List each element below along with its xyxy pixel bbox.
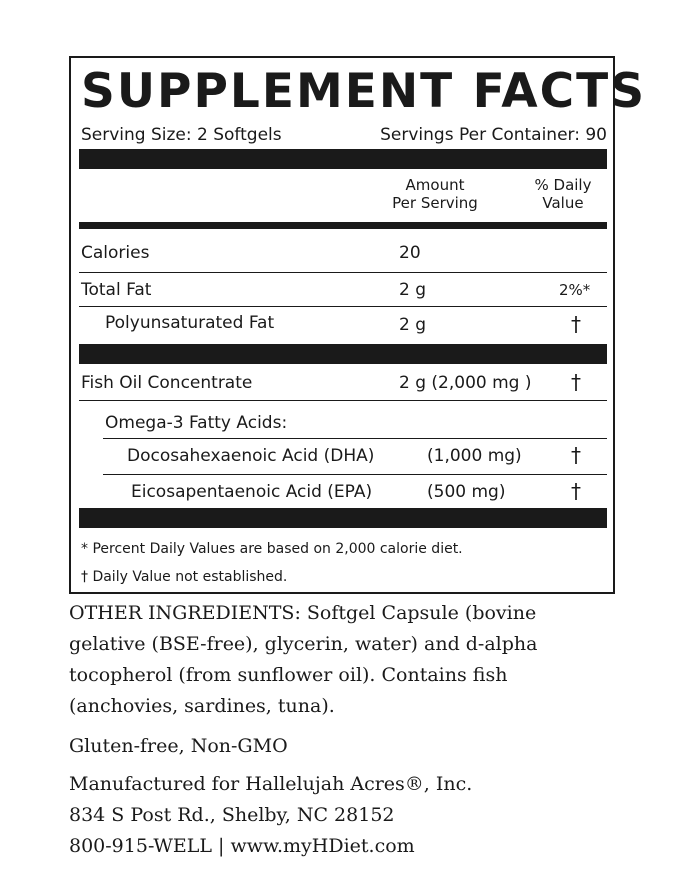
daily-value-header xyxy=(523,176,603,212)
contact-text: 800-915-WELL | www.myHDiet.com xyxy=(69,835,415,857)
row-divider xyxy=(79,400,607,401)
thick-divider-middle xyxy=(79,344,607,364)
row-epa-amount: (500 mg) xyxy=(427,482,506,502)
row-epa-name: Eicosapentaenoic Acid (EPA) xyxy=(131,482,373,502)
row-total-fat-dv: 2%* xyxy=(559,281,591,299)
other-ingredients xyxy=(69,598,629,722)
serving-size: Serving Size: 2 Softgels xyxy=(81,125,282,145)
row-divider xyxy=(103,474,607,475)
thick-divider-bottom xyxy=(79,508,607,528)
dietary-claims xyxy=(69,731,629,762)
row-divider xyxy=(103,438,607,439)
footnote-daily-values: * Percent Daily Values are based on 2,000 calorie diet. xyxy=(81,541,463,557)
row-polyunsaturated-fat-name: Polyunsaturated Fat xyxy=(105,313,275,333)
row-divider xyxy=(79,306,607,307)
panel-title: SUPPLEMENT FACTS xyxy=(81,64,647,119)
row-total-fat-amount: 2 g xyxy=(399,280,427,300)
ingredients-line: gelative (BSE-free), glycerin, water) and d-alpha xyxy=(69,633,538,655)
row-fish-oil-name: Fish Oil Concentrate xyxy=(81,373,253,393)
row-calories-name: Calories xyxy=(81,243,150,263)
row-dha-amount: (1,000 mg) xyxy=(427,446,522,466)
row-divider xyxy=(79,272,607,273)
claims-text: Gluten-free, Non-GMO xyxy=(69,735,288,757)
amount-header-line2: Per Serving xyxy=(392,194,478,212)
ingredients-line: tocopherol (from sunflower oil). Contains fish xyxy=(69,664,508,686)
ingredients-line: (anchovies, sardines, tuna). xyxy=(69,695,335,717)
dv-header-line2: Value xyxy=(542,194,584,212)
manufacturer-info xyxy=(69,769,629,862)
row-omega3-name: Omega-3 Fatty Acids: xyxy=(105,413,288,433)
row-dha-name: Docosahexaenoic Acid (DHA) xyxy=(127,446,375,466)
amount-header-line1: Amount xyxy=(405,176,465,194)
thick-divider-header xyxy=(79,222,607,229)
row-fish-oil-dv: † xyxy=(571,370,581,394)
row-calories-amount: 20 xyxy=(399,243,421,263)
footnote-not-established: † Daily Value not established. xyxy=(81,569,288,585)
row-fish-oil-amount: 2 g (2,000 mg ) xyxy=(399,373,532,393)
address-text: 834 S Post Rd., Shelby, NC 28152 xyxy=(69,804,395,826)
row-dha-dv: † xyxy=(571,443,581,467)
dv-header-line1: % Daily xyxy=(534,176,592,194)
ingredients-line: OTHER INGREDIENTS: Softgel Capsule (bovine xyxy=(69,602,537,624)
servings-per-container: Servings Per Container: 90 xyxy=(380,125,607,145)
row-epa-dv: † xyxy=(571,479,581,503)
row-total-fat-name: Total Fat xyxy=(81,280,152,300)
amount-header xyxy=(373,176,497,212)
thick-divider-top xyxy=(79,149,607,169)
manufacturer-text: Manufactured for Hallelujah Acres®, Inc. xyxy=(69,773,473,795)
row-polyunsaturated-fat-amount: 2 g xyxy=(399,315,427,335)
supplement-facts-panel xyxy=(69,56,647,594)
row-polyunsaturated-fat-dv: † xyxy=(571,312,581,336)
